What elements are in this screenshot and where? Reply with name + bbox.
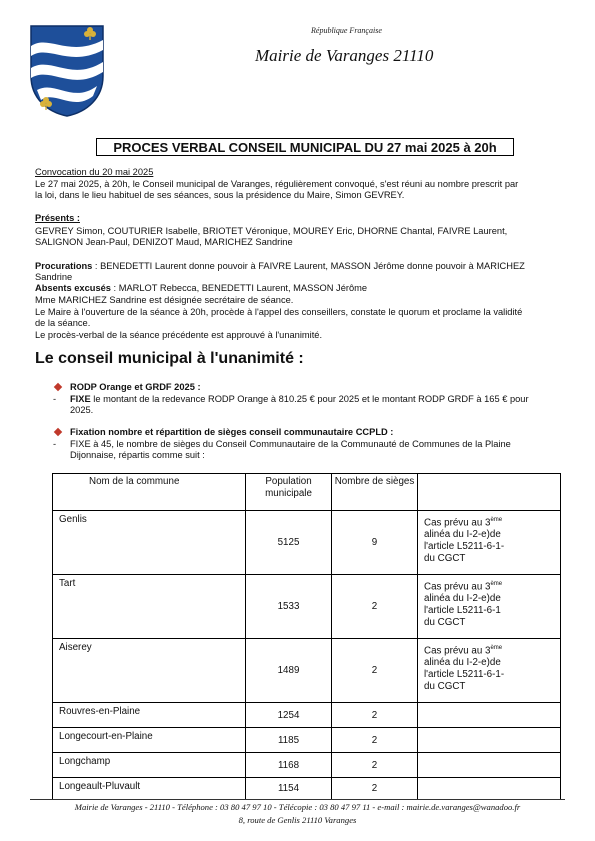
seats-table bbox=[52, 473, 561, 800]
item2-title: Fixation nombre et répartition de sièges conseil communautaire CCPLD : bbox=[70, 427, 394, 437]
table-row bbox=[53, 728, 561, 753]
table-row bbox=[53, 703, 561, 728]
opening-line2: de la séance. bbox=[35, 318, 91, 328]
header-population: Population municipale bbox=[246, 474, 332, 511]
header-commune: Nom de la commune bbox=[53, 474, 246, 511]
cell-note bbox=[418, 753, 561, 778]
bullet-diamond-icon bbox=[54, 383, 62, 391]
cell-seats: 2 bbox=[332, 703, 418, 728]
cell-seats: 9 bbox=[332, 511, 418, 575]
coat-of-arms-logo bbox=[29, 24, 105, 118]
item1-line1 bbox=[70, 394, 529, 405]
section-heading: Le conseil municipal à l'unanimité : bbox=[35, 350, 304, 367]
cell-commune: Rouvres-en-Plaine bbox=[53, 703, 246, 728]
opening-line1: Le Maire à l'ouverture de la séance à 20h, procède à l'appel des conseillers, constate le quorum et proclame la validité bbox=[35, 307, 523, 317]
cell-population: 1168 bbox=[246, 753, 332, 778]
table-row bbox=[53, 778, 561, 800]
procurations-line2: Sandrine bbox=[35, 272, 73, 282]
cell-population: 1154 bbox=[246, 778, 332, 800]
cell-commune: Longeault-Pluvault bbox=[53, 778, 246, 800]
cell-note bbox=[418, 703, 561, 728]
cell-commune: Longecourt-en-Plaine bbox=[53, 728, 246, 753]
convocation-text-line1: Le 27 mai 2025, à 20h, le Conseil municipal de Varanges, régulièrement convoqué, s'est réuni au nombre prescrit par bbox=[35, 179, 519, 189]
item1-title: RODP Orange et GRDF 2025 : bbox=[70, 382, 201, 392]
cell-commune: Genlis bbox=[53, 511, 246, 575]
procurations-text: : BENEDETTI Laurent donne pouvoir à FAIVRE Laurent, MASSON Jérôme donne pouvoir à MARICHEZ bbox=[92, 261, 525, 271]
document-title: PROCES VERBAL CONSEIL MUNICIPAL DU 27 mai 2025 à 20h bbox=[96, 138, 514, 156]
absents-line bbox=[35, 283, 367, 294]
convocation-text-line2: la loi, dans le lieu habituel de ses séances, sous la présidence du Maire, Simon GEVREY. bbox=[35, 190, 405, 200]
secretary-line: Mme MARICHEZ Sandrine est désignée secrétaire de séance. bbox=[35, 295, 294, 305]
cell-seats: 2 bbox=[332, 778, 418, 800]
cell-population: 1489 bbox=[246, 639, 332, 703]
cell-commune: Longchamp bbox=[53, 753, 246, 778]
item1-line2: 2025. bbox=[70, 405, 94, 415]
table-header-row bbox=[53, 474, 561, 511]
table-row bbox=[53, 639, 561, 703]
cell-note bbox=[418, 778, 561, 800]
mairie-title: Mairie de Varanges 21110 bbox=[255, 46, 434, 65]
bullet-diamond-icon bbox=[54, 428, 62, 436]
cell-note: Cas prévu au 3ème alinéa du I-2-e)de l'article L5211-6-1- du CGCT bbox=[418, 511, 561, 575]
cell-note bbox=[418, 728, 561, 753]
item1-text: le montant de la redevance RODP Orange à 810.25 € pour 2025 et le montant RODP GRDF à 165 € pour bbox=[90, 394, 529, 404]
table-row bbox=[53, 575, 561, 639]
presents-line2: SALIGNON Jean-Paul, DENIZOT Maud, MARICHEZ Sandrine bbox=[35, 237, 293, 247]
table-row bbox=[53, 511, 561, 575]
cell-population: 1185 bbox=[246, 728, 332, 753]
cell-population: 5125 bbox=[246, 511, 332, 575]
item2-line1: FIXE à 45, le nombre de sièges du Conseil Communautaire de la Communauté de Communes de la Plaine bbox=[70, 439, 511, 449]
item2-dash: - bbox=[53, 439, 57, 449]
cell-note: Cas prévu au 3ème alinéa du I-2-e)de l'article L5211-6-1 du CGCT bbox=[418, 575, 561, 639]
republic-label: République Française bbox=[311, 26, 382, 35]
cell-commune: Tart bbox=[53, 575, 246, 639]
item1-dash: - bbox=[53, 394, 57, 404]
footer-contact-line: Mairie de Varanges - 21110 - Téléphone : 03 80 47 97 10 - Télécopie : 03 80 47 97 11 - e-mail : mairie.de.varanges@wanadoo.fr bbox=[74, 802, 521, 812]
cell-seats: 2 bbox=[332, 575, 418, 639]
footer-address-line: 8, route de Genlis 21110 Varanges bbox=[238, 815, 357, 825]
approval-line: Le procès-verbal de la séance précédente est approuvé à l'unanimité. bbox=[35, 330, 323, 340]
table-row bbox=[53, 753, 561, 778]
header-notes bbox=[418, 474, 561, 511]
cell-commune: Aiserey bbox=[53, 639, 246, 703]
procurations-label: Procurations bbox=[35, 261, 93, 271]
cell-population: 1533 bbox=[246, 575, 332, 639]
cell-seats: 2 bbox=[332, 728, 418, 753]
absents-text: : MARLOT Rebecca, BENEDETTI Laurent, MASSON Jérôme bbox=[110, 283, 368, 293]
item2-line2: Dijonnaise, répartis comme suit : bbox=[70, 450, 205, 460]
absents-label: Absents excusés bbox=[35, 283, 111, 293]
convocation-label: Convocation du 20 mai 2025 bbox=[35, 167, 154, 177]
cell-seats: 2 bbox=[332, 639, 418, 703]
presents-label: Présents : bbox=[35, 213, 80, 223]
cell-seats: 2 bbox=[332, 753, 418, 778]
item1-keyword: FIXE bbox=[70, 394, 91, 404]
presents-line1: GEVREY Simon, COUTURIER Isabelle, BRIOTET Véronique, MOUREY Eric, DHORNE Chantal, FAIVRE Laurent, bbox=[35, 226, 508, 236]
procurations-line1 bbox=[35, 261, 525, 272]
cell-population: 1254 bbox=[246, 703, 332, 728]
header-seats: Nombre de sièges bbox=[332, 474, 418, 511]
footer-divider bbox=[30, 799, 565, 800]
cell-note: Cas prévu au 3ème alinéa du I-2-e)de l'article L5211-6-1- du CGCT bbox=[418, 639, 561, 703]
